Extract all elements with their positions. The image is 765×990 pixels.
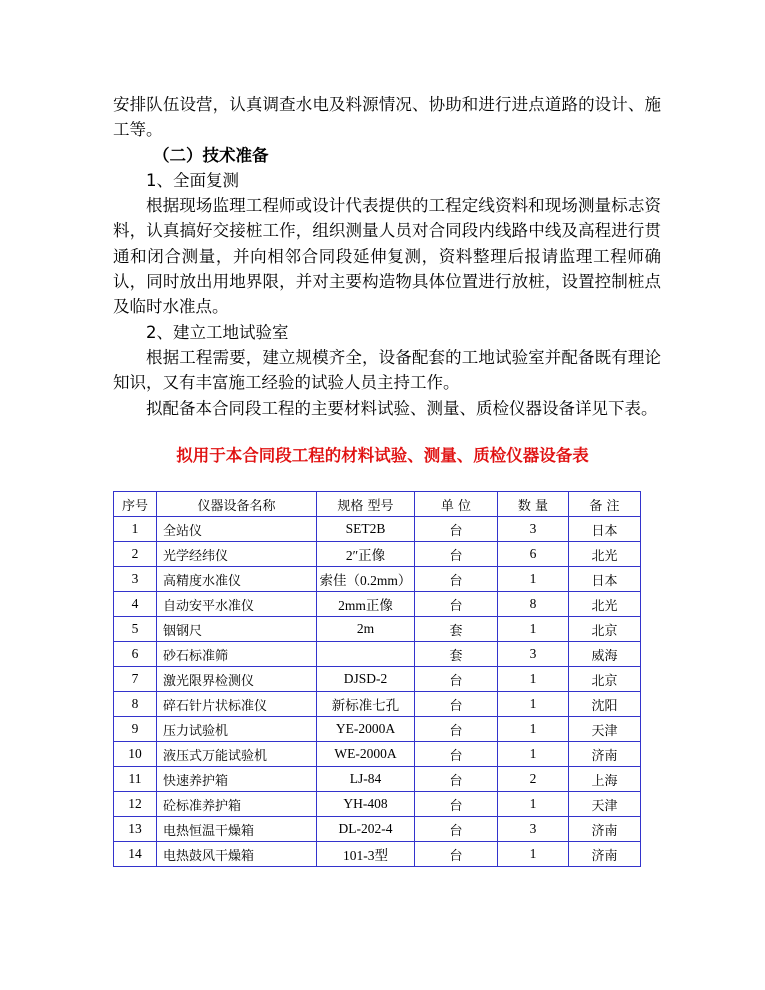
table-cell: 台 xyxy=(415,592,498,617)
paragraph: 根据现场监理工程师或设计代表提供的工程定线资料和现场测量标志资料，认真搞好交接桩工作，组织测量人员对合同段内线路中线及高程进行贯通和闭合测量，并向相邻合同段延伸复测，资料整理后报请监理工程师确认，同时放出用地界限，并对主要构造物具体位置进行放桩，设置控制桩点及临时水准点。 xyxy=(113,196,661,317)
table-cell: 6 xyxy=(498,542,569,567)
table-cell: 威海 xyxy=(569,642,641,667)
table-cell: 快速养护箱 xyxy=(157,767,317,792)
table-cell: 索佳（0.2mm） xyxy=(317,567,415,592)
table-cell: 新标准七孔 xyxy=(317,692,415,717)
table-cell: 套 xyxy=(415,617,498,642)
table-cell: 砂石标准筛 xyxy=(157,642,317,667)
table-row xyxy=(114,692,641,717)
table-row xyxy=(114,617,641,642)
table-cell: 1 xyxy=(498,792,569,817)
table-cell: 6 xyxy=(114,642,157,667)
table-cell: 日本 xyxy=(569,567,641,592)
paragraph: 安排队伍设营，认真调查水电及料源情况、协助和进行进点道路的设计、施工等。 xyxy=(113,95,661,140)
table-cell: 铟钢尺 xyxy=(157,617,317,642)
table-cell: 北京 xyxy=(569,667,641,692)
table-cell: YE-2000A xyxy=(317,717,415,742)
table-cell: 上海 xyxy=(569,767,641,792)
table-cell: 2mm正像 xyxy=(317,592,415,617)
subheading: 1、全面复测 xyxy=(146,170,239,190)
table-row xyxy=(114,842,641,867)
header-cell: 数 量 xyxy=(498,492,569,517)
table-cell: 天津 xyxy=(569,717,641,742)
table-cell: 1 xyxy=(498,667,569,692)
table-row xyxy=(114,817,641,842)
table-cell: 电热恒温干燥箱 xyxy=(157,817,317,842)
table-cell: 日本 xyxy=(569,517,641,542)
table-cell: 台 xyxy=(415,542,498,567)
table-cell: 14 xyxy=(114,842,157,867)
table-cell: 13 xyxy=(114,817,157,842)
table-cell: 1 xyxy=(498,842,569,867)
table-cell: 台 xyxy=(415,817,498,842)
table-cell: 台 xyxy=(415,717,498,742)
table-cell: 1 xyxy=(498,617,569,642)
table-cell: 全站仪 xyxy=(157,517,317,542)
table-cell: 液压式万能试验机 xyxy=(157,742,317,767)
table-cell: 8 xyxy=(114,692,157,717)
table-cell: 11 xyxy=(114,767,157,792)
table-cell: 8 xyxy=(498,592,569,617)
table-cell: 台 xyxy=(415,792,498,817)
table-cell: 北光 xyxy=(569,592,641,617)
table-cell: 沈阳 xyxy=(569,692,641,717)
table-cell: 济南 xyxy=(569,742,641,767)
table-cell: 台 xyxy=(415,567,498,592)
table-cell: 9 xyxy=(114,717,157,742)
table-cell: 3 xyxy=(498,517,569,542)
table-cell: 台 xyxy=(415,842,498,867)
table-row xyxy=(114,642,641,667)
table-cell: 12 xyxy=(114,792,157,817)
table-cell: 2″正像 xyxy=(317,542,415,567)
table-cell: 电热鼓风干燥箱 xyxy=(157,842,317,867)
table-cell: 4 xyxy=(114,592,157,617)
table-cell: 2 xyxy=(114,542,157,567)
table-cell: 3 xyxy=(114,567,157,592)
table-row xyxy=(114,542,641,567)
table-cell: 1 xyxy=(498,717,569,742)
table-row xyxy=(114,792,641,817)
table-cell: 济南 xyxy=(569,817,641,842)
table-cell xyxy=(317,642,415,667)
table-cell: 2 xyxy=(498,767,569,792)
table-cell: 3 xyxy=(498,817,569,842)
table-cell: YH-408 xyxy=(317,792,415,817)
table-cell: 台 xyxy=(415,742,498,767)
table-cell: 1 xyxy=(498,567,569,592)
table-cell: DJSD-2 xyxy=(317,667,415,692)
subheading: 2、建立工地试验室 xyxy=(146,322,289,342)
table-cell: 2m xyxy=(317,617,415,642)
table-cell: 台 xyxy=(415,517,498,542)
table-cell: 激光限界检测仪 xyxy=(157,667,317,692)
header-cell: 备 注 xyxy=(569,492,641,517)
table-header-row xyxy=(114,492,641,517)
table-cell: WE-2000A xyxy=(317,742,415,767)
body-text xyxy=(113,92,661,421)
table-cell: 碎石针片状标准仪 xyxy=(157,692,317,717)
table-cell: 5 xyxy=(114,617,157,642)
table-cell: 1 xyxy=(114,517,157,542)
table-row xyxy=(114,717,641,742)
paragraph: 拟配备本合同段工程的主要材料试验、测量、质检仪器设备详见下表。 xyxy=(146,398,658,418)
table-cell: 台 xyxy=(415,767,498,792)
table-cell: 台 xyxy=(415,667,498,692)
header-cell: 序号 xyxy=(114,492,157,517)
table-cell: SET2B xyxy=(317,517,415,542)
table-cell: 砼标准养护箱 xyxy=(157,792,317,817)
table-cell: 101-3型 xyxy=(317,842,415,867)
table-cell: DL-202-4 xyxy=(317,817,415,842)
table-cell: 自动安平水准仪 xyxy=(157,592,317,617)
table-cell: 10 xyxy=(114,742,157,767)
table-row xyxy=(114,667,641,692)
table-cell: 套 xyxy=(415,642,498,667)
header-cell: 单 位 xyxy=(415,492,498,517)
table-row xyxy=(114,742,641,767)
header-cell: 仪器设备名称 xyxy=(157,492,317,517)
table-cell: 1 xyxy=(498,692,569,717)
table-row xyxy=(114,517,641,542)
table-title: 拟用于本合同段工程的材料试验、测量、质检仪器设备表 xyxy=(176,446,589,465)
header-cell: 规格 型号 xyxy=(317,492,415,517)
table-cell: 光学经纬仪 xyxy=(157,542,317,567)
table-cell: LJ-84 xyxy=(317,767,415,792)
table-cell: 天津 xyxy=(569,792,641,817)
table-cell: 7 xyxy=(114,667,157,692)
table-row xyxy=(114,592,641,617)
table-cell: 北京 xyxy=(569,617,641,642)
table-cell: 济南 xyxy=(569,842,641,867)
table-cell: 3 xyxy=(498,642,569,667)
table-cell: 高精度水准仪 xyxy=(157,567,317,592)
table-row xyxy=(114,567,641,592)
paragraph: 根据工程需要，建立规模齐全，设备配套的工地试验室并配备既有理论知识，又有丰富施工经验的试验人员主持工作。 xyxy=(113,347,661,393)
table-row xyxy=(114,767,641,792)
section-heading: （二）技术准备 xyxy=(153,145,269,165)
table-cell: 北光 xyxy=(569,542,641,567)
table-cell: 1 xyxy=(498,742,569,767)
table-cell: 台 xyxy=(415,692,498,717)
table-cell: 压力试验机 xyxy=(157,717,317,742)
equipment-table xyxy=(113,491,641,867)
